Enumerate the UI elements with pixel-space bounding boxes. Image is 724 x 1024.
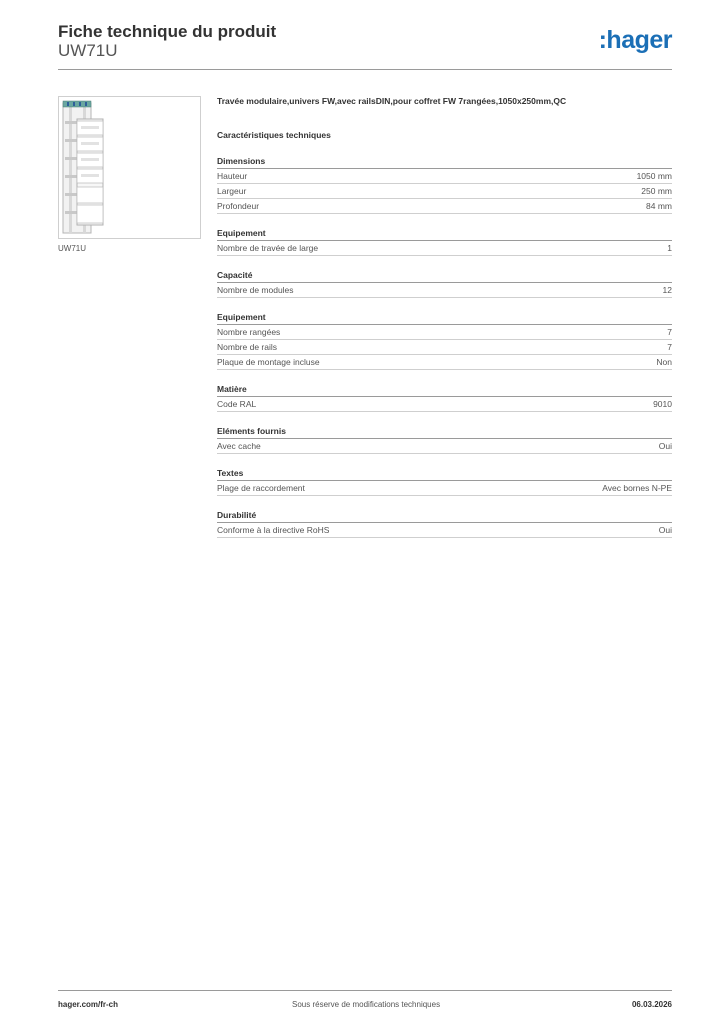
spec-label: Avec cache [217, 441, 261, 451]
spec-row [217, 340, 672, 355]
spec-row [217, 397, 672, 412]
product-reference: UW71U [58, 41, 118, 60]
group-title: Dimensions [217, 156, 672, 169]
spec-row [217, 355, 672, 370]
spec-value: Oui [658, 525, 672, 535]
spec-value: 9010 [653, 399, 672, 409]
spec-value: 1050 mm [636, 171, 672, 181]
spec-group-equipment [217, 228, 672, 256]
spec-row [217, 481, 672, 496]
page-header [58, 20, 672, 70]
product-image [58, 96, 201, 239]
spec-label: Nombre de travée de large [217, 243, 319, 253]
spec-row [217, 439, 672, 454]
spec-label: Nombre rangées [217, 327, 281, 337]
spec-value: 250 mm [641, 186, 672, 196]
spec-label: Nombre de modules [217, 285, 294, 295]
spec-row [217, 241, 672, 256]
spec-row [217, 283, 672, 298]
spec-value: 7 [667, 342, 672, 352]
image-caption: UW71U [58, 244, 87, 253]
page-title: Fiche technique du produit [58, 22, 277, 41]
spec-group-capacity [217, 270, 672, 298]
spec-label: Code RAL [217, 399, 257, 409]
spec-label: Plaque de montage incluse [217, 357, 320, 367]
product-description: Travée modulaire,univers FW,avec railsDIN,pour coffret FW 7rangées,1050x250mm,QC [217, 96, 567, 106]
spec-value: Oui [658, 441, 672, 451]
spec-label: Plage de raccordement [217, 483, 305, 493]
spec-group-material [217, 384, 672, 412]
spec-group-sustainability [217, 510, 672, 538]
spec-label: Profondeur [217, 201, 260, 211]
group-title: Matière [217, 384, 672, 397]
spec-value: Avec bornes N-PE [602, 483, 672, 493]
product-specifications [217, 96, 672, 538]
group-title: Textes [217, 468, 672, 481]
spec-label: Conforme à la directive RoHS [217, 525, 330, 535]
group-title: Durabilité [217, 510, 672, 523]
spec-row [217, 199, 672, 214]
page-footer [58, 990, 672, 1014]
group-title: Eléments fournis [217, 426, 672, 439]
footer-website-link[interactable]: hager.com/fr-ch [58, 1000, 119, 1009]
footer-date: 06.03.2026 [631, 1000, 672, 1009]
distribution-panel-illustration [59, 97, 200, 238]
spec-value: 84 mm [646, 201, 672, 211]
spec-value: Non [656, 357, 672, 367]
spec-row [217, 523, 672, 538]
spec-label: Nombre de rails [217, 342, 277, 352]
spec-group-equipment-rows [217, 312, 672, 370]
spec-value: 1 [667, 243, 672, 253]
footer-notice: Sous réserve de modifications techniques [292, 1000, 441, 1009]
spec-row [217, 184, 672, 199]
spec-row [217, 325, 672, 340]
hager-logo: :hager [598, 26, 672, 54]
spec-value: 7 [667, 327, 672, 337]
group-title: Capacité [217, 270, 672, 283]
spec-value: 12 [662, 285, 672, 295]
spec-group-texts [217, 468, 672, 496]
technical-characteristics-heading: Caractéristiques techniques [217, 130, 331, 140]
group-title: Equipement [217, 228, 672, 241]
spec-row [217, 169, 672, 184]
spec-label: Largeur [217, 186, 247, 196]
spec-group-dimensions [217, 156, 672, 214]
group-title: Equipement [217, 312, 672, 325]
spec-label: Hauteur [217, 171, 248, 181]
spec-group-supplied-items [217, 426, 672, 454]
